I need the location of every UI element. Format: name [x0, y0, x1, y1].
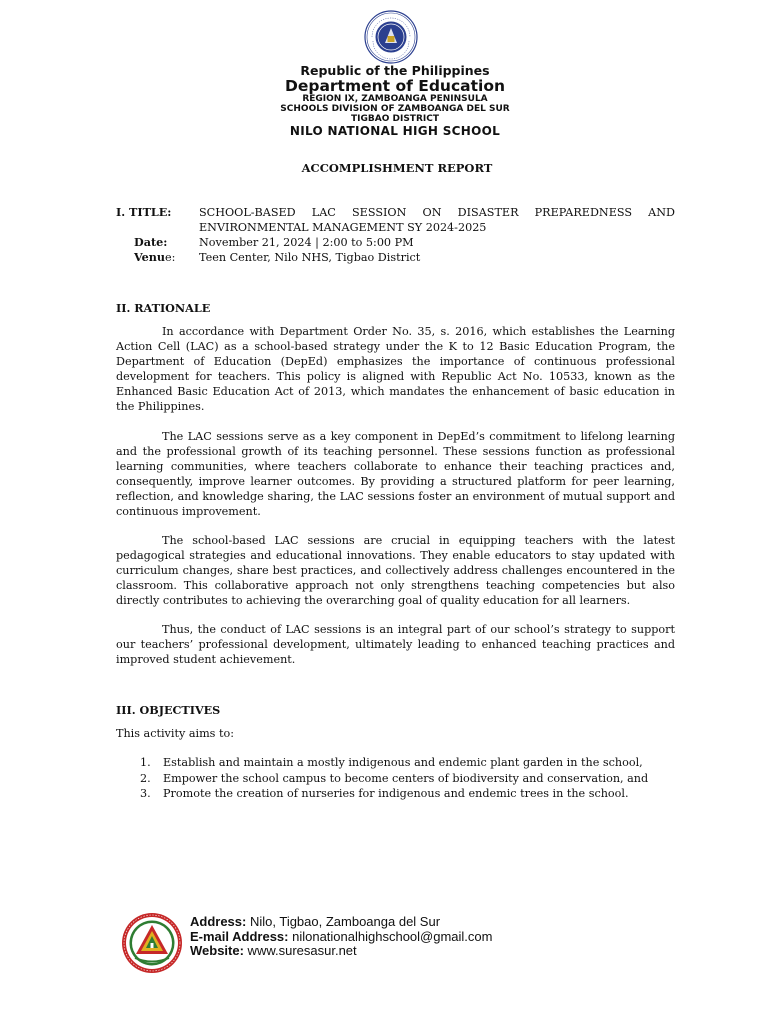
objective-text: Empower the school campus to become centers of biodiversity and conservation, and: [163, 771, 649, 785]
objective-item: [116, 786, 676, 802]
header-region: REGION IX, ZAMBOANGA PENINSULA: [302, 94, 488, 104]
objective-number: 3.: [140, 787, 151, 800]
header-school-name: NILO NATIONAL HIGH SCHOOL: [289, 124, 501, 138]
footer-address-value: Nilo, Tigbao, Zamboanga del Sur: [246, 914, 441, 929]
footer-email-label: E-mail Address:: [190, 929, 289, 944]
venue-label: [134, 250, 175, 265]
rationale-paragraph: Thus, the conduct of LAC sessions is an integral part of our school’s strategy to support our teachers’ professional development, ultimately leading to enhanced teaching practices and improved student achievement.: [116, 623, 675, 666]
footer-address: [190, 915, 440, 929]
rationale-paragraph: In accordance with Department Order No. 35, s. 2016, which establishes the Learning Action Cell (LAC) as a school-based strategy under the K to 12 Basic Education Program, the Department of Education (DepEd) emphasizes the importance of continuous professional development for teachers. This policy is aligned with Republic Act No. 10533, known as the Enhanced Basic Education Act of 2013, which mandates the enhancement of basic education in the Philippines.: [116, 325, 675, 413]
objectives-heading: III. OBJECTIVES: [116, 703, 221, 717]
objectives-intro: This activity aims to:: [116, 727, 234, 740]
footer-email-value: nilonationalhighschool@gmail.com: [288, 929, 493, 944]
objective-number: 2.: [140, 771, 151, 785]
objective-number: 1.: [140, 756, 151, 769]
objective-item: [116, 771, 676, 787]
venue-value: Teen Center, Nilo NHS, Tigbao District: [199, 251, 421, 264]
header-division: SCHOOLS DIVISION OF ZAMBOANGA DEL SUR: [280, 104, 510, 114]
objective-text: Promote the creation of nurseries for indigenous and endemic trees in the school.: [163, 787, 629, 800]
deped-seal-icon: [364, 10, 418, 64]
header-republic: Republic of the Philippines: [300, 63, 490, 78]
title-label: I. TITLE:: [116, 205, 172, 219]
footer-email: [190, 930, 492, 944]
school-logo-icon: [121, 912, 183, 974]
venue-label-rest: e:: [165, 251, 176, 264]
objective-item: [116, 755, 676, 771]
rationale-paragraph: The school-based LAC sessions are crucial in equipping teachers with the latest pedagogical strategies and educational innovations. They enable educators to stay updated with curriculum changes, share best practices, and collectively address challenges encountered in the classroom. This collaborative approach not only strengthens teaching competencies but also directly contributes to achieving the overarching goal of quality education for all learners.: [116, 534, 675, 607]
rationale-paragraph: The LAC sessions serve as a key component in DepEd’s commitment to lifelong learning and the professional growth of its teaching personnel. These sessions function as professional learning communities, where teachers collaborate to enhance their teaching practices and, consequently, improve learner outcomes. By providing a structured platform for peer learning, reflection, and knowledge sharing, the LAC sessions foster an environment of mutual support and continuous improvement.: [116, 430, 675, 518]
objective-text: Establish and maintain a mostly indigenous and endemic plant garden in the school,: [163, 756, 643, 769]
footer-website: [190, 944, 357, 958]
date-label: Date:: [134, 235, 168, 249]
footer-address-label: Address:: [190, 914, 247, 929]
venue-label-bold: Venu: [134, 250, 166, 264]
rationale-heading: II. RATIONALE: [116, 301, 211, 315]
title-value: SCHOOL-BASED LAC SESSION ON DISASTER PREPAREDNESS AND ENVIRONMENTAL MANAGEMENT SY 2024-2025: [199, 206, 675, 234]
objectives-list: [116, 755, 676, 802]
header-district: TIGBAO DISTRICT: [351, 114, 439, 124]
report-title: ACCOMPLISHMENT REPORT: [301, 161, 493, 175]
footer-website-value: www.suresasur.net: [243, 943, 357, 958]
footer-website-label: Website:: [190, 943, 244, 958]
header-department: Department of Education: [284, 77, 506, 95]
date-value: November 21, 2024 | 2:00 to 5:00 PM: [199, 236, 414, 249]
